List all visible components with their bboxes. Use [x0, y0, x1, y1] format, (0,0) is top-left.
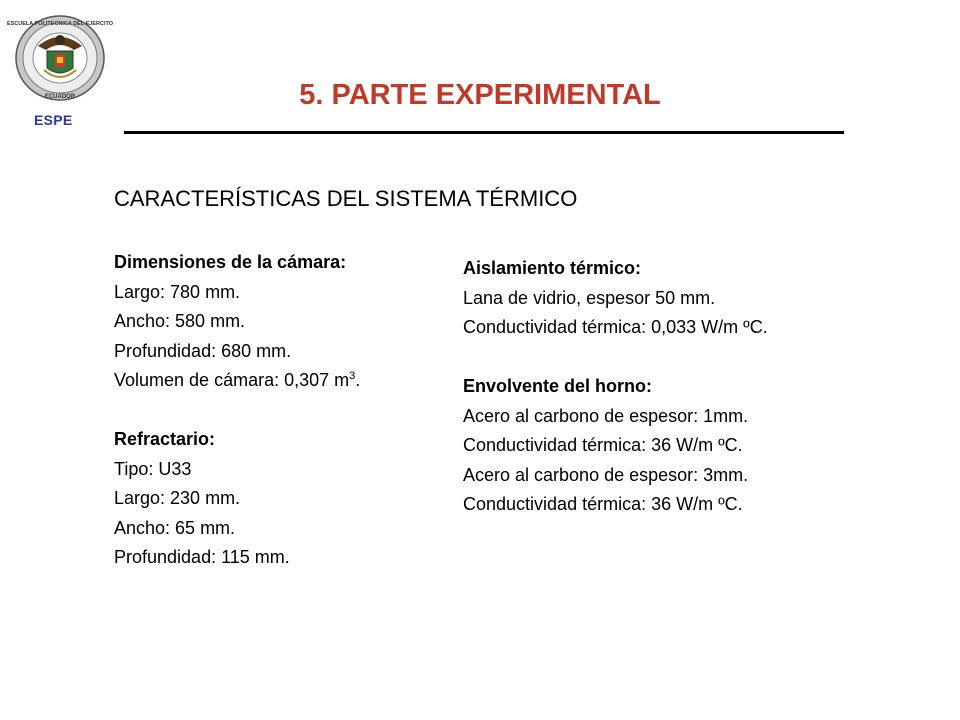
camara-ancho: Ancho: 580 mm. [114, 311, 246, 331]
refractario-ancho: Ancho: 65 mm. [114, 517, 236, 538]
envolvente-heading: Envolvente del horno: [463, 376, 653, 396]
camara-largo: Largo: 780 mm. [114, 281, 241, 302]
aislamiento-conductividad: Conductividad térmica: 0,033 W/m ºC. [463, 317, 768, 337]
refractario-largo: Largo: 230 mm. [114, 488, 241, 508]
spacer [463, 343, 768, 373]
camara-heading: Dimensiones de la cámara: [114, 252, 347, 272]
refractario-tipo: Tipo: U33 [114, 458, 192, 479]
camara-profundidad: Profundidad: 680 mm. [114, 340, 292, 361]
envolvente-conductividad-1: Conductividad térmica: 36 W/m ºC. [463, 435, 743, 455]
right-column [463, 254, 768, 520]
camara-volumen [114, 366, 360, 396]
envolvente-acero-2: Acero al carbono de espesor: 3mm. [463, 464, 749, 485]
spacer [114, 396, 360, 426]
aislamiento-heading: Aislamiento térmico: [463, 258, 642, 278]
section-subtitle: CARACTERÍSTICAS DEL SISTEMA TÉRMICO [114, 186, 578, 211]
refractario-heading: Refractario: [114, 429, 216, 449]
logo-label: ESPE [34, 112, 73, 128]
envolvente-acero-1: Acero al carbono de espesor: 1mm. [463, 405, 749, 426]
camara-volumen-suffix: . [355, 370, 361, 390]
svg-text:ECUADOR: ECUADOR [44, 94, 76, 100]
envolvente-conductividad-2: Conductividad térmica: 36 W/m ºC. [463, 494, 743, 514]
svg-text:ESCUELA POLITECNICA DEL EJERCI: ESCUELA POLITECNICA DEL EJERCITO [6, 21, 114, 27]
title-divider [124, 131, 844, 134]
page-title: 5. PARTE EXPERIMENTAL [299, 79, 661, 111]
aislamiento-material: Lana de vidrio, espesor 50 mm. [463, 287, 716, 308]
camara-volumen-exponent: 3 [349, 370, 356, 382]
refractario-profundidad: Profundidad: 115 mm. [114, 547, 290, 567]
camara-volumen-text: Volumen de cámara: 0,307 m [114, 370, 350, 390]
left-column [114, 248, 360, 573]
